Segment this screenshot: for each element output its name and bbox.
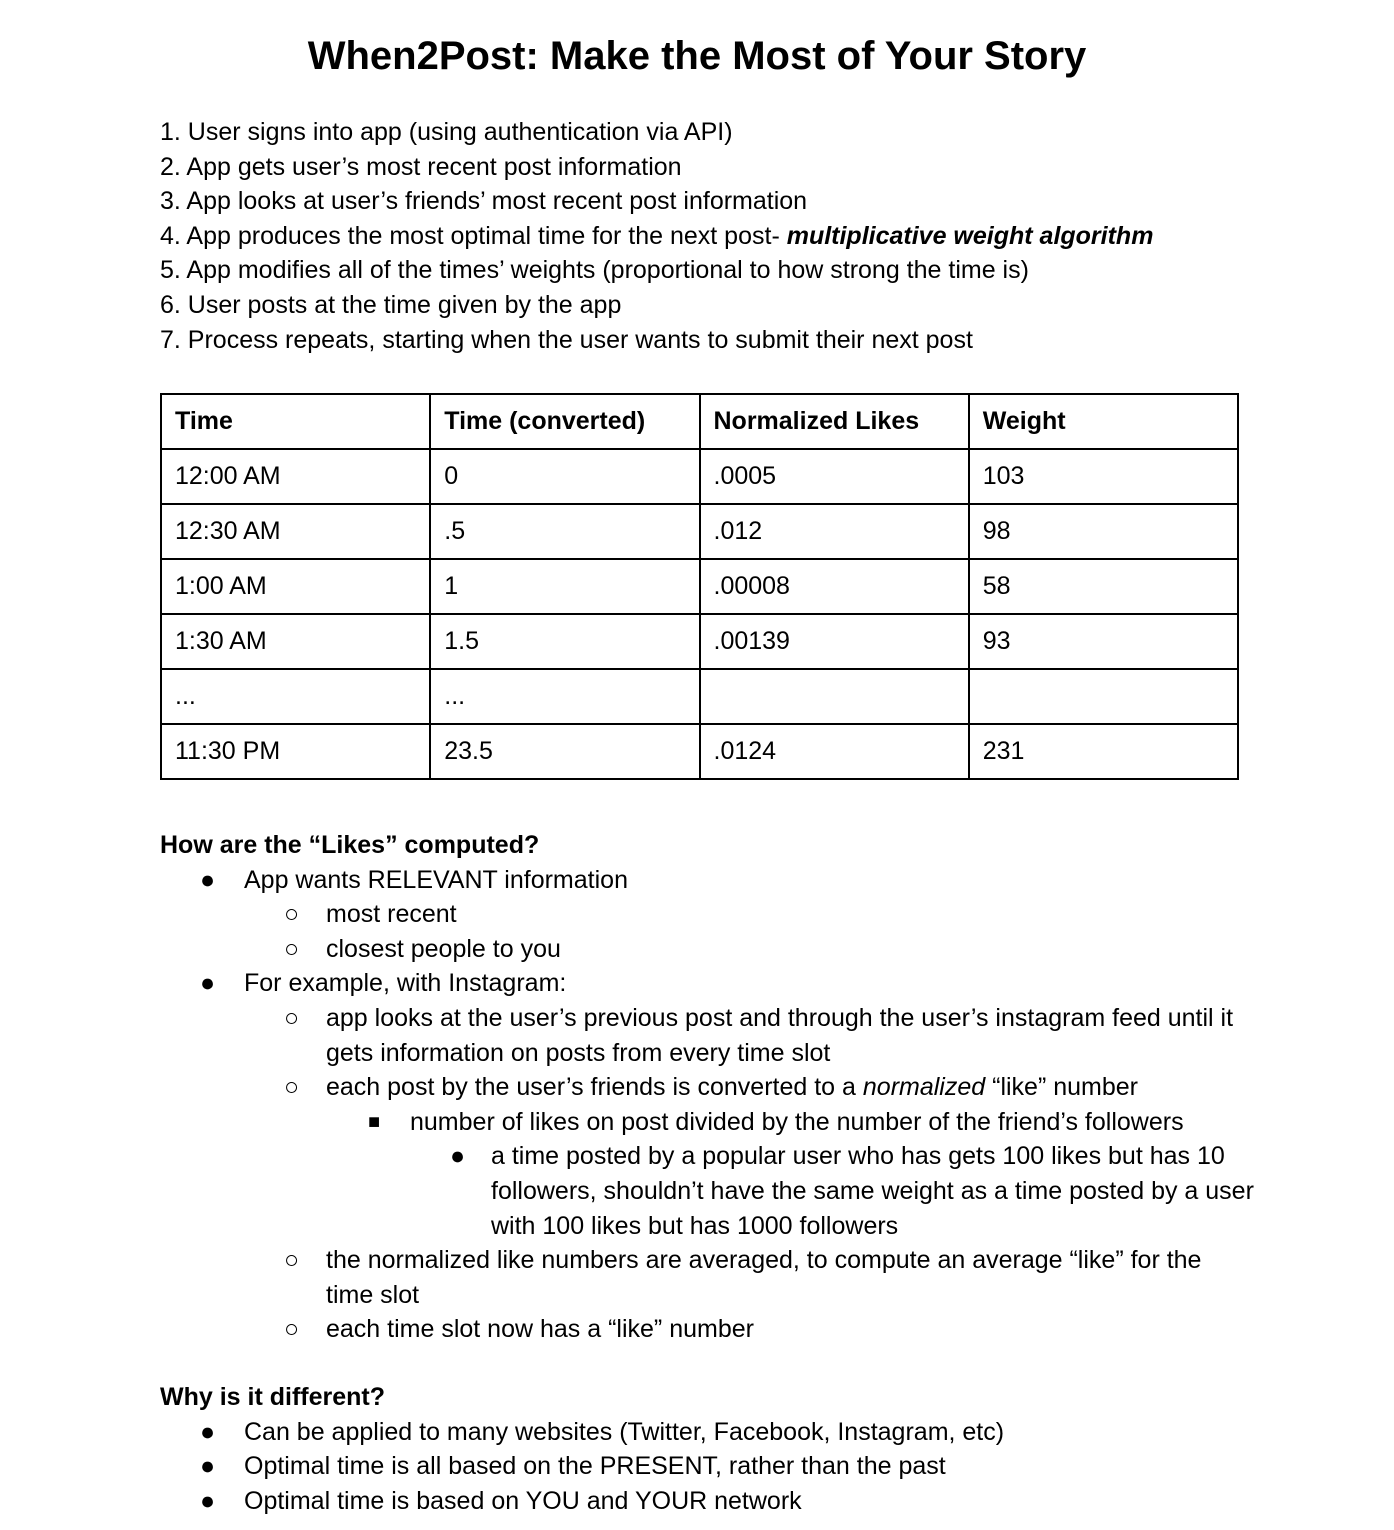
cell-time: 1:30 AM xyxy=(161,614,430,669)
disc-bullet-icon: ● xyxy=(200,969,216,998)
disc-bullet-icon: ● xyxy=(200,865,216,894)
why-different-section xyxy=(160,1380,1310,1518)
disc-bullet-icon: ● xyxy=(200,1452,216,1481)
cell-normalized-likes: .00139 xyxy=(700,614,969,669)
list-item: ○ each time slot now has a “like” number xyxy=(160,1312,1310,1347)
circle-bullet-icon: ○ xyxy=(284,900,300,929)
table-row xyxy=(161,614,1238,669)
list-item: ● For example, with Instagram: xyxy=(160,966,1310,1001)
step-item: 2. App gets user’s most recent post information xyxy=(160,152,682,181)
step-item: 3. App looks at user’s friends’ most recent post information xyxy=(160,187,808,216)
cell-weight: 231 xyxy=(969,724,1238,779)
list-item: ● Optimal time is based on YOU and YOUR network xyxy=(160,1484,1310,1519)
cell-weight: 58 xyxy=(969,559,1238,614)
cell-time-converted: 23.5 xyxy=(430,724,699,779)
header-normalized-likes: Normalized Likes xyxy=(700,394,969,449)
disc-bullet-icon: ● xyxy=(200,1486,216,1515)
cell-normalized-likes xyxy=(700,669,969,724)
cell-time: 12:30 AM xyxy=(161,504,430,559)
table-row xyxy=(161,504,1238,559)
square-bullet-icon: ■ xyxy=(368,1110,381,1133)
list-item: ○ app looks at the user’s previous post and through the user’s instagram feed until it gets information on posts from every time slot xyxy=(160,1001,1286,1070)
list-item: ■ number of likes on post divided by the number of the friend’s followers xyxy=(160,1105,1310,1140)
list-item: ● App wants RELEVANT information xyxy=(160,863,1310,898)
time-weight-table xyxy=(160,393,1239,780)
circle-bullet-icon: ○ xyxy=(284,1315,300,1344)
circle-bullet-icon: ○ xyxy=(284,1003,300,1032)
header-weight: Weight xyxy=(969,394,1238,449)
step-item: 5. App modifies all of the times’ weights (proportional to how strong the time is) xyxy=(160,256,1029,285)
likes-computation-section xyxy=(160,828,1310,1347)
cell-normalized-likes: .0005 xyxy=(700,449,969,504)
disc-bullet-icon: ● xyxy=(200,1417,216,1446)
step-item: 4. App produces the most optimal time for the next post- multiplicative weight algorithm xyxy=(160,221,1154,250)
table-header-row xyxy=(161,394,1238,449)
cell-normalized-likes: .00008 xyxy=(700,559,969,614)
cell-normalized-likes: .0124 xyxy=(700,724,969,779)
section-heading-likes: How are the “Likes” computed? xyxy=(160,831,540,859)
cell-weight: 93 xyxy=(969,614,1238,669)
cell-normalized-likes: .012 xyxy=(700,504,969,559)
list-item: ○ most recent xyxy=(160,897,1310,932)
cell-time: 12:00 AM xyxy=(161,449,430,504)
cell-time-converted: ... xyxy=(430,669,699,724)
circle-bullet-icon: ○ xyxy=(284,1073,300,1102)
cell-time: 11:30 PM xyxy=(161,724,430,779)
list-item: ○ the normalized like numbers are averaged, to compute an average “like” for the time slot xyxy=(160,1243,1246,1312)
list-item: ○ closest people to you xyxy=(160,932,1310,967)
list-item: ● Can be applied to many websites (Twitter, Facebook, Instagram, etc) xyxy=(160,1415,1310,1450)
step-item: 1. User signs into app (using authentication via API) xyxy=(160,118,733,146)
table-row xyxy=(161,559,1238,614)
table-row-ellipsis xyxy=(161,669,1238,724)
step-item: 6. User posts at the time given by the app xyxy=(160,290,622,319)
header-time: Time xyxy=(161,394,430,449)
circle-bullet-icon: ○ xyxy=(284,934,300,963)
process-steps-list xyxy=(160,115,1310,357)
cell-weight: 103 xyxy=(969,449,1238,504)
section-heading-why: Why is it different? xyxy=(160,1383,385,1411)
list-item: ● a time posted by a popular user who has gets 100 likes but has 10 followers, shouldn’t have the same weight as a time posted by a user with 100 likes but has 1000 followers xyxy=(160,1139,1261,1243)
cell-time-converted: 1.5 xyxy=(430,614,699,669)
cell-time: ... xyxy=(161,669,430,724)
disc-bullet-icon: ● xyxy=(450,1142,466,1171)
circle-bullet-icon: ○ xyxy=(284,1246,300,1275)
table-row xyxy=(161,449,1238,504)
step-item: 7. Process repeats, starting when the user wants to submit their next post xyxy=(160,325,973,354)
list-item: ○ each post by the user’s friends is converted to a normalized “like” number xyxy=(160,1070,1310,1105)
page-title: When2Post: Make the Most of Your Story xyxy=(307,34,1087,78)
list-item: ● Optimal time is all based on the PRESENT, rather than the past xyxy=(160,1449,1310,1484)
cell-time: 1:00 AM xyxy=(161,559,430,614)
header-time-converted: Time (converted) xyxy=(430,394,699,449)
cell-weight xyxy=(969,669,1238,724)
cell-weight: 98 xyxy=(969,504,1238,559)
cell-time-converted: .5 xyxy=(430,504,699,559)
cell-time-converted: 1 xyxy=(430,559,699,614)
algorithm-emphasis: multiplicative weight algorithm xyxy=(786,221,1154,250)
cell-time-converted: 0 xyxy=(430,449,699,504)
table-row xyxy=(161,724,1238,779)
